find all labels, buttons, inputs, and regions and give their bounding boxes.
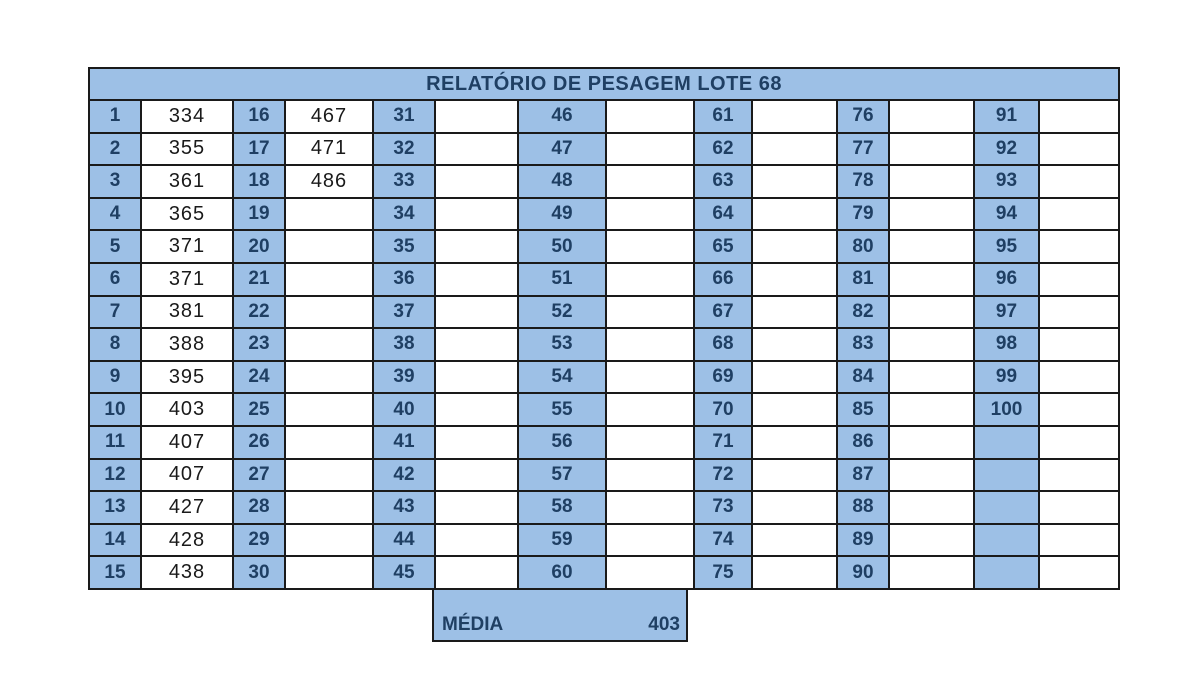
animal-number: 55 [518,393,606,426]
weight-value [889,328,974,361]
weight-value [752,230,837,263]
table-row [89,426,1119,459]
weight-value [1039,230,1119,263]
animal-number: 53 [518,328,606,361]
animal-number: 37 [373,296,435,329]
animal-number: 16 [233,100,285,133]
animal-number: 14 [89,524,141,557]
weight-value: 381 [141,296,233,329]
animal-number: 98 [974,328,1039,361]
weight-value [889,198,974,231]
animal-number: 11 [89,426,141,459]
animal-number: 93 [974,165,1039,198]
weighing-report-table [88,67,1120,590]
animal-number: 85 [837,393,889,426]
animal-number: 58 [518,491,606,524]
weight-value [889,491,974,524]
weight-value [889,556,974,589]
animal-number: 35 [373,230,435,263]
weight-value [606,426,694,459]
animal-number: 76 [837,100,889,133]
animal-number: 42 [373,459,435,492]
animal-number: 25 [233,393,285,426]
animal-number: 7 [89,296,141,329]
animal-number: 69 [694,361,752,394]
weight-value [606,165,694,198]
animal-number: 44 [373,524,435,557]
animal-number: 79 [837,198,889,231]
animal-number: 47 [518,133,606,166]
weight-value [285,556,373,589]
weight-value [1039,263,1119,296]
animal-number: 52 [518,296,606,329]
weight-value [889,459,974,492]
weight-value: 334 [141,100,233,133]
animal-number: 91 [974,100,1039,133]
weight-value: 371 [141,230,233,263]
weight-value [752,133,837,166]
weight-value [889,263,974,296]
animal-number: 17 [233,133,285,166]
weight-value [752,459,837,492]
weight-value [285,328,373,361]
animal-number: 45 [373,556,435,589]
animal-number: 96 [974,263,1039,296]
weight-value [435,100,518,133]
weight-value [435,426,518,459]
weight-value: 407 [141,459,233,492]
weight-value [435,556,518,589]
weight-value: 403 [141,393,233,426]
animal-number: 28 [233,491,285,524]
animal-number: 30 [233,556,285,589]
animal-number: 99 [974,361,1039,394]
weight-value [435,524,518,557]
weight-value [606,296,694,329]
animal-number: 26 [233,426,285,459]
table-row [89,361,1119,394]
animal-number: 1 [89,100,141,133]
animal-number: 72 [694,459,752,492]
weight-value [435,263,518,296]
animal-number: 15 [89,556,141,589]
animal-number: 88 [837,491,889,524]
table-row [89,393,1119,426]
animal-number: 51 [518,263,606,296]
average-label: MÉDIA [442,614,504,635]
weight-value [752,100,837,133]
weight-value: 486 [285,165,373,198]
weight-value: 428 [141,524,233,557]
weight-value: 395 [141,361,233,394]
animal-number: 9 [89,361,141,394]
weight-value: 438 [141,556,233,589]
animal-number: 27 [233,459,285,492]
weight-value [435,459,518,492]
average-value: 403 [648,614,680,635]
weight-value [889,361,974,394]
weight-value [435,230,518,263]
weight-value [1039,524,1119,557]
weight-value [889,296,974,329]
weight-value [606,491,694,524]
animal-number: 75 [694,556,752,589]
weight-value [285,230,373,263]
weight-value [1039,491,1119,524]
table-row [89,263,1119,296]
average-box [432,588,688,642]
weight-value [889,426,974,459]
animal-number: 18 [233,165,285,198]
animal-number: 71 [694,426,752,459]
animal-number: 2 [89,133,141,166]
animal-number: 29 [233,524,285,557]
weight-value [1039,393,1119,426]
weight-value [285,198,373,231]
weight-value [1039,328,1119,361]
animal-number: 24 [233,361,285,394]
weight-value: 388 [141,328,233,361]
weight-value [752,524,837,557]
animal-number: 89 [837,524,889,557]
animal-number: 59 [518,524,606,557]
animal-number: 86 [837,426,889,459]
animal-number: 39 [373,361,435,394]
table-row [89,328,1119,361]
animal-number: 38 [373,328,435,361]
table-row [89,165,1119,198]
report-title: RELATÓRIO DE PESAGEM LOTE 68 [89,68,1119,100]
animal-number: 57 [518,459,606,492]
animal-number: 20 [233,230,285,263]
weight-value [1039,165,1119,198]
weight-value: 427 [141,491,233,524]
weight-value [606,133,694,166]
weight-value [435,133,518,166]
weight-value [285,491,373,524]
animal-number: 77 [837,133,889,166]
animal-number: 100 [974,393,1039,426]
animal-number: 82 [837,296,889,329]
animal-number: 3 [89,165,141,198]
animal-number: 23 [233,328,285,361]
animal-number: 90 [837,556,889,589]
animal-number: 95 [974,230,1039,263]
weight-value [285,426,373,459]
weight-value [1039,556,1119,589]
animal-number [974,459,1039,492]
animal-number: 43 [373,491,435,524]
weight-value: 471 [285,133,373,166]
animal-number: 10 [89,393,141,426]
animal-number: 21 [233,263,285,296]
weight-value [285,459,373,492]
weight-value [435,198,518,231]
weight-value [1039,459,1119,492]
animal-number: 97 [974,296,1039,329]
animal-number: 31 [373,100,435,133]
weight-value: 371 [141,263,233,296]
weight-value [606,361,694,394]
animal-number: 56 [518,426,606,459]
weight-value [606,328,694,361]
weight-value: 361 [141,165,233,198]
weight-value [752,296,837,329]
weight-value: 407 [141,426,233,459]
animal-number: 8 [89,328,141,361]
animal-number: 34 [373,198,435,231]
weight-value [435,393,518,426]
table-row [89,524,1119,557]
animal-number [974,524,1039,557]
weight-value [606,198,694,231]
animal-number: 73 [694,491,752,524]
weight-value [606,100,694,133]
table-row [89,491,1119,524]
animal-number: 33 [373,165,435,198]
table-row [89,100,1119,133]
table-row [89,556,1119,589]
animal-number: 87 [837,459,889,492]
weight-value [1039,100,1119,133]
weight-value [435,328,518,361]
weight-value [752,198,837,231]
animal-number: 61 [694,100,752,133]
weight-value [1039,426,1119,459]
weight-value: 355 [141,133,233,166]
animal-number: 48 [518,165,606,198]
animal-number: 40 [373,393,435,426]
weight-value [285,296,373,329]
animal-number: 65 [694,230,752,263]
weight-value [285,524,373,557]
animal-number [974,491,1039,524]
animal-number: 94 [974,198,1039,231]
animal-number: 81 [837,263,889,296]
table-row [89,198,1119,231]
animal-number: 78 [837,165,889,198]
weight-value [752,556,837,589]
weight-value [606,230,694,263]
weight-value [889,133,974,166]
animal-number: 80 [837,230,889,263]
weight-value [435,361,518,394]
animal-number: 46 [518,100,606,133]
animal-number: 6 [89,263,141,296]
weight-value [435,296,518,329]
weight-value [889,230,974,263]
weight-value [606,393,694,426]
weight-value [435,491,518,524]
animal-number: 64 [694,198,752,231]
weight-value [1039,296,1119,329]
animal-number: 62 [694,133,752,166]
animal-number: 54 [518,361,606,394]
animal-number: 68 [694,328,752,361]
weight-value [606,459,694,492]
animal-number: 83 [837,328,889,361]
animal-number: 22 [233,296,285,329]
animal-number: 32 [373,133,435,166]
weight-value [889,165,974,198]
animal-number: 67 [694,296,752,329]
table-row [89,296,1119,329]
weight-value [285,393,373,426]
animal-number: 84 [837,361,889,394]
weight-value [606,263,694,296]
weight-value [889,393,974,426]
animal-number: 41 [373,426,435,459]
weight-value [752,361,837,394]
weight-value [1039,361,1119,394]
animal-number: 63 [694,165,752,198]
weight-value [752,165,837,198]
weight-value [606,524,694,557]
animal-number [974,556,1039,589]
title-row [89,68,1119,100]
table-row [89,133,1119,166]
weight-value: 365 [141,198,233,231]
weight-value [285,263,373,296]
weight-value [752,426,837,459]
table-row [89,230,1119,263]
animal-number: 49 [518,198,606,231]
animal-number: 92 [974,133,1039,166]
animal-number: 19 [233,198,285,231]
animal-number: 36 [373,263,435,296]
animal-number: 4 [89,198,141,231]
weight-value [752,263,837,296]
animal-number: 70 [694,393,752,426]
weight-value [1039,133,1119,166]
weight-value [1039,198,1119,231]
weight-value [435,165,518,198]
weight-value [606,556,694,589]
animal-number [974,426,1039,459]
weight-value [285,361,373,394]
weight-value: 467 [285,100,373,133]
weight-value [752,393,837,426]
animal-number: 74 [694,524,752,557]
weight-value [752,491,837,524]
weight-value [889,524,974,557]
animal-number: 50 [518,230,606,263]
weight-value [889,100,974,133]
animal-number: 5 [89,230,141,263]
weight-value [752,328,837,361]
table-row [89,459,1119,492]
animal-number: 12 [89,459,141,492]
animal-number: 60 [518,556,606,589]
animal-number: 66 [694,263,752,296]
animal-number: 13 [89,491,141,524]
